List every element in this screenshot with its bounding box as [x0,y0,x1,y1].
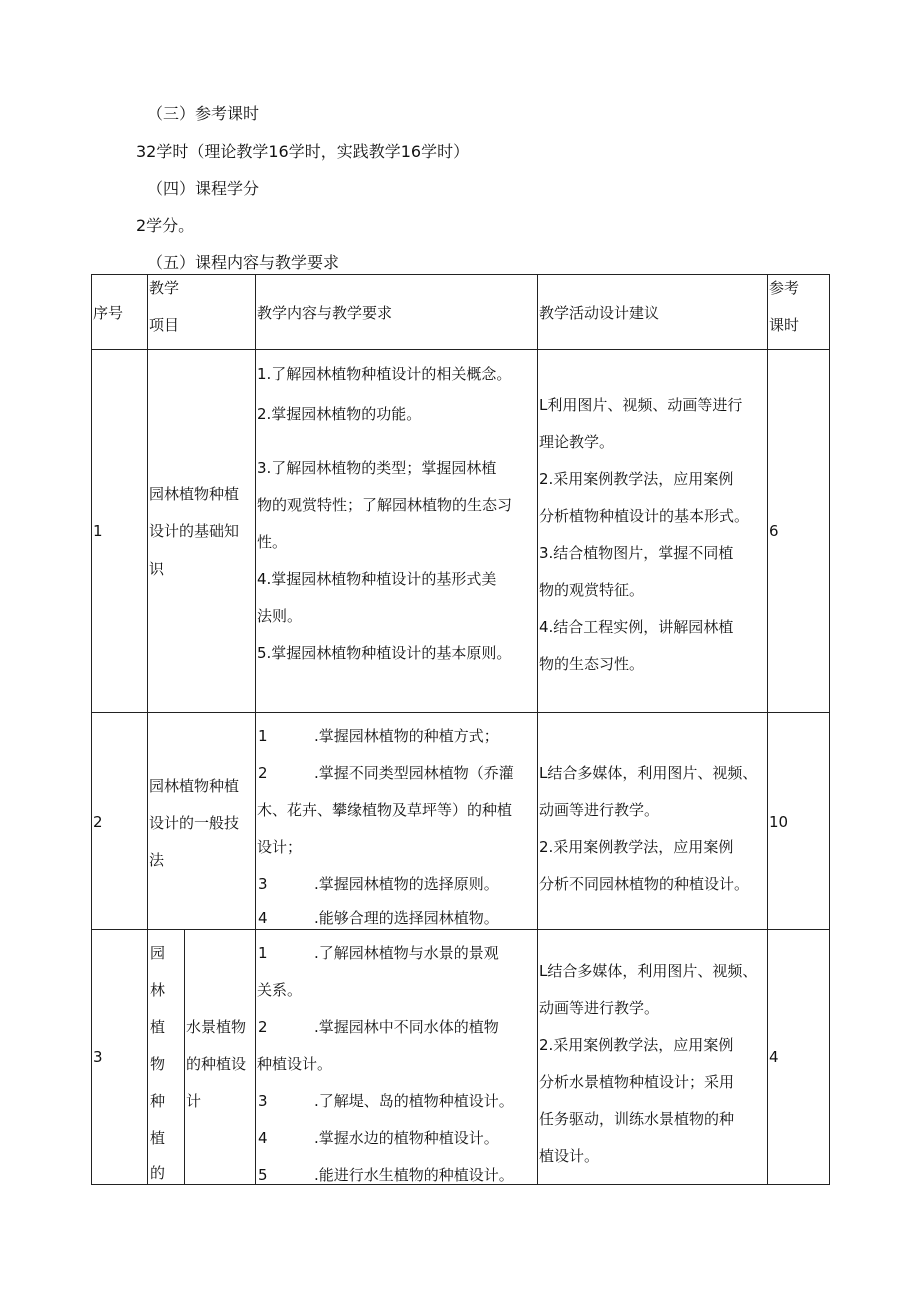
row2-content-number: 1 [258,727,268,745]
row3-project-outer-cell [148,930,185,1185]
row1-activity-line: 物的生态习性。 [539,655,645,673]
header-content: 教学内容与教学要求 [257,304,393,322]
row1-project-line: 识 [149,560,165,578]
row2-activity-line: 动画等进行教学。 [539,801,660,819]
row1-project-line: 园林植物种植 [149,485,240,503]
row2-seq: 2 [93,813,103,831]
row1-content-line: 物的观赏特性；了解园林植物的生态习 [257,496,513,514]
row2-content-number: 2 [258,764,268,782]
credit-heading: （四）课程学分 [147,179,260,198]
row2-activity-line: L结合多媒体，利用图片、视频、 [539,764,758,782]
hours-text: 32学时（理论教学16学时，实践教学16学时） [136,142,470,161]
row3-content-number: 1 [258,944,268,962]
row2-content-line [257,875,537,893]
row2-hours-cell [768,713,830,930]
row2-activity-cell [538,713,768,930]
hours-heading: （三）参考课时 [147,104,260,123]
row1-hours: 6 [769,522,779,540]
row3-content-line: 种植设计。 [257,1055,333,1073]
row3-content-text: .了解园林植物与水景的景观 [314,944,499,962]
header-hours-line1: 参考 [769,279,800,297]
row3-project-outer-char: 园 [150,944,166,962]
content-heading: （五）课程内容与教学要求 [147,253,340,272]
header-project-cell [148,275,256,350]
header-seq-cell [92,275,148,350]
row2-content-text: .掌握不同类型园林植物（乔灌 [314,764,514,782]
row2-project-cell [148,713,256,930]
table-header-row [92,275,830,350]
row1-content-line: 3.了解园林植物的类型；掌握园林植 [257,459,497,477]
row2-project-line: 园林植物种植 [149,777,240,795]
row2-content-line [257,909,537,927]
row1-content-line: 2.掌握园林植物的功能。 [257,405,422,423]
row2-seq-cell [92,713,148,930]
row2-content-text: .能够合理的选择园林植物。 [314,909,499,927]
row1-project-cell [148,350,256,713]
row3-content-text: .掌握水边的植物种植设计。 [314,1129,499,1147]
row3-activity-line: 动画等进行教学。 [539,999,660,1017]
row3-activity-line: 分析水景植物种植设计；采用 [539,1073,735,1091]
row3-activity-line: 植设计。 [539,1147,600,1165]
row2-content-line: 木、花卉、攀缘植物及草坪等）的种植 [257,801,513,819]
table-row [92,713,830,930]
row3-content-line [257,1129,537,1147]
header-activity-cell [538,275,768,350]
header-content-cell [256,275,538,350]
row1-activity-line: 3.结合植物图片，掌握不同植 [539,544,734,562]
row3-project-outer-char: 植 [150,1129,166,1147]
header-seq: 序号 [93,304,124,322]
row2-content-cell [256,713,538,930]
row3-content-number: 3 [258,1092,268,1110]
row3-activity-line: 任务驱动，训练水景植物的种 [539,1110,735,1128]
row3-seq-cell [92,930,148,1185]
header-hours-line2: 课时 [769,316,800,334]
row1-activity-line: 4.结合工程实例，讲解园林植 [539,618,734,636]
row1-content-line: 1.了解园林植物种植设计的相关概念。 [257,365,512,383]
row3-project-outer-char: 物 [150,1055,166,1073]
row3-project-outer-char: 种 [150,1092,166,1110]
row2-project-line: 设计的一般技 [149,814,240,832]
row1-activity-cell [538,350,768,713]
row3-content-number: 2 [258,1018,268,1036]
credit-text: 2学分。 [136,216,195,235]
row2-content-line [257,727,537,745]
row3-project-inner-line: 水景植物 [186,1018,247,1036]
table-row [92,930,830,1185]
row1-seq: 1 [93,522,103,540]
row3-project-inner-line: 的种植设 [186,1055,247,1073]
row2-content-line [257,764,537,782]
row3-activity-line: 2.采用案例教学法，应用案例 [539,1036,734,1054]
row1-activity-line: 物的观赏特征。 [539,581,645,599]
row2-content-text: .掌握园林植物的种植方式； [314,727,499,745]
row1-hours-cell [768,350,830,713]
row2-project-line: 法 [149,851,165,869]
row3-content-cell [256,930,538,1185]
row3-content-text: .能进行水生植物的种植设计。 [314,1166,514,1184]
row1-activity-line: 2.采用案例教学法，应用案例 [539,470,734,488]
header-project-line1: 教学 [149,279,180,297]
header-project-line2: 项目 [149,316,180,334]
row3-activity-line: L结合多媒体，利用图片、视频、 [539,962,758,980]
row1-content-line: 5.掌握园林植物种植设计的基本原则。 [257,644,512,662]
row1-content-line: 4.掌握园林植物种植设计的基形式美 [257,570,497,588]
row3-content-line [257,1092,537,1110]
row3-content-line [257,1166,537,1184]
row1-project-line: 设计的基础知 [149,522,240,540]
row3-project-inner-line: 计 [186,1092,202,1110]
row3-content-text: .掌握园林中不同水体的植物 [314,1018,499,1036]
row1-content-line: 性。 [257,533,288,551]
row3-project-outer-char: 植 [150,1018,166,1036]
row3-project-inner-cell [185,930,256,1185]
row3-seq: 3 [93,1048,103,1066]
row1-seq-cell [92,350,148,713]
row1-activity-line: L利用图片、视频、动画等进行 [539,396,743,414]
course-content-table [91,274,830,1185]
row3-content-number: 4 [258,1129,268,1147]
row3-content-line: 关系。 [257,981,303,999]
row1-activity-line: 理论教学。 [539,433,615,451]
row3-content-number: 5 [258,1166,268,1184]
row2-content-number: 4 [258,909,268,927]
row1-content-line: 法则。 [257,607,303,625]
row1-content-cell [256,350,538,713]
row1-activity-line: 分析植物种植设计的基本形式。 [539,507,750,525]
header-activity: 教学活动设计建议 [539,304,660,322]
row3-activity-cell [538,930,768,1185]
row3-content-line [257,944,537,962]
row2-content-line: 设计； [257,838,303,856]
row2-content-number: 3 [258,875,268,893]
row2-hours: 10 [769,813,789,831]
header-hours-cell [768,275,830,350]
row2-activity-line: 分析不同园林植物的种植设计。 [539,875,750,893]
row2-content-text: .掌握园林植物的选择原则。 [314,875,499,893]
row3-project-outer-char: 的 [150,1164,166,1182]
row3-content-text: .了解堤、岛的植物种植设计。 [314,1092,514,1110]
row3-content-line [257,1018,537,1036]
row3-hours: 4 [769,1048,779,1066]
table-row [92,350,830,713]
row3-hours-cell [768,930,830,1185]
row3-project-outer-char: 林 [150,981,166,999]
row2-activity-line: 2.采用案例教学法，应用案例 [539,838,734,856]
